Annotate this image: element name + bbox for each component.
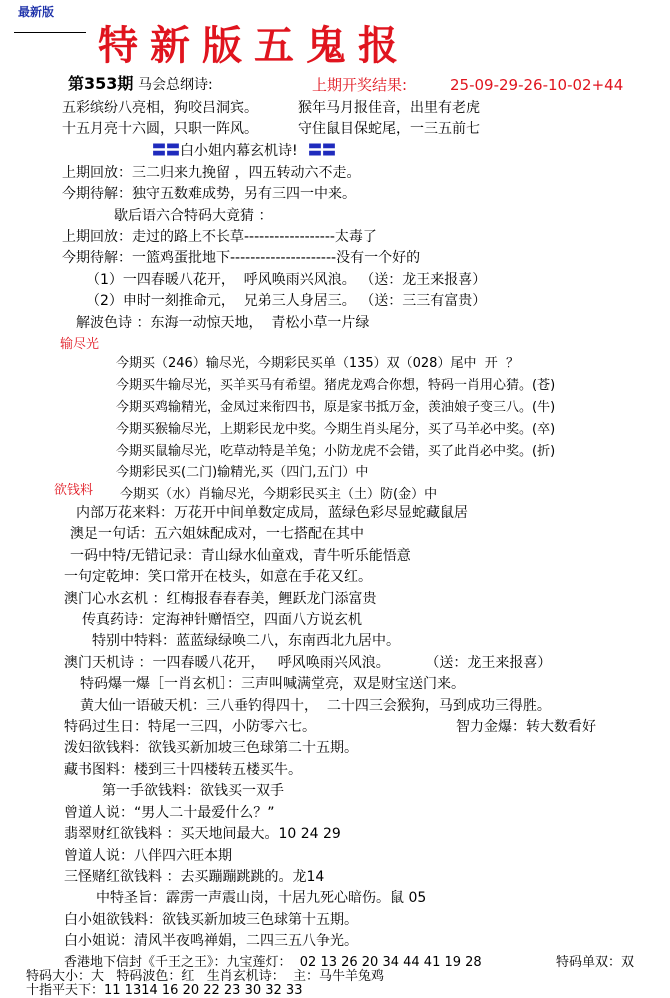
text-line: 特别中特料：蓝蓝绿绿唤二八，东南西北九居中。 (92, 633, 400, 649)
text-line: （1）一四春暖八花开， 呼风唤雨兴风浪。 （送：龙王来报喜） (86, 272, 487, 288)
text-line: 智力金爆：转大数看好 (456, 719, 596, 735)
banner-mark-icon: 〓〓 (152, 143, 180, 159)
text-line: 今期买鼠输尽光，吃草动特是羊兔；小防龙虎不会错，买了此肖必中奖。(折) (116, 444, 556, 459)
text-line: 澳门天机诗 ：一四春暖八花开， 呼风唤雨兴风浪。 （送：龙王来报喜） (64, 655, 552, 671)
text-line: 黄大仙一语破天机：三八垂钓得四十， 二十四三会猴狗，马到成功三得胜。 (80, 698, 551, 714)
text-line: 特码爆一爆［一肖玄机］：三声叫喊满堂亮，双是财宝送门来。 (80, 676, 465, 692)
page-title: 特新版五鬼报 (98, 22, 410, 69)
text-line: 上期回放：三二归来九挽留 ，四五转动六不走。 (62, 165, 361, 181)
text-line: 今期彩民买(二门)输精光,买（四门,五门）中 (116, 465, 369, 480)
text-line: 今期买（246）输尽光，今期彩民买单（135）双（028）尾中 开 ？ (116, 356, 519, 371)
text-line: 藏书图料：楼到三十四楼转五楼买牛。 (64, 762, 302, 778)
text-line: 澳门心水玄机 ：红梅报春春春美，鲤跃龙门添富贵 (64, 591, 377, 607)
text-line: 第一手欲钱料：欲钱买一双手 (102, 783, 284, 799)
corner-label: 最新版 (18, 5, 55, 19)
text-line: 澳足一句话：五六姐妹配成对，一七搭配在其中 (70, 526, 364, 542)
poem-line: 五彩缤纷八亮相，狗咬吕洞宾。 (62, 100, 258, 116)
text-line: 曾道人说：“男人二十最爱什么？” (64, 805, 275, 821)
text-line: 十指平天下：11 1314 16 20 22 23 30 32 33 (26, 983, 303, 998)
text-line: 一码中特/无错记录：青山绿水仙童戏，青牛听乐能悟意 (70, 548, 411, 564)
banner-mark-icon: 〓〓 (308, 143, 336, 159)
text-line: （2）申时一刻推命元， 兄弟三人身居三。 （送：三三有富贵） (86, 293, 487, 309)
text-line: 白小姐欲钱料：欲钱买新加坡三色球第十五期。 (64, 912, 358, 928)
text-line: 今期买鸡输精光，金凤过来衔四书，原是家书抵万金，羡油娘子变三八。(牛) (116, 400, 556, 415)
section-label: 欲钱料 (54, 483, 94, 498)
text-line: 内部万花来料：万花开中间单数定成局，蓝绿色彩尽显蛇藏鼠居 (76, 505, 468, 521)
text-line: 香港地下信封《千王之王》：九宝莲灯： 02 13 26 20 34 44 41 19 28 (64, 955, 482, 970)
text-line: 解波色诗 ：东海一动惊天地， 青松小草一片绿 (76, 315, 370, 331)
text-line: 上期回放：走过的路上不长草------------------太毒了 (62, 229, 377, 245)
text-line: 三怪赌红欲钱料 ：去买蹦蹦跳跳的。龙14 (64, 869, 325, 885)
last-result-label: 上期开奖结果: (312, 76, 408, 94)
text-line: 特码大小：大 特码波色：红 生肖玄机诗： 主：马牛羊兔鸡 (26, 969, 385, 984)
poem-line: 猴年马月报佳音，出里有老虎 (298, 100, 480, 116)
poem-line: 守住鼠目保蛇尾，一三五前七 (298, 121, 480, 137)
banner-text: 白小姐内幕玄机诗! (180, 143, 298, 159)
last-result-value: 25-09-29-26-10-02+44 (450, 76, 624, 94)
text-line: 传真药诗：定海神针赠悟空，四面八方说玄机 (82, 612, 362, 628)
divider (14, 32, 86, 33)
text-line: 中特圣旨：霹雳一声震山岗，十居九死心暗伤。鼠 05 (96, 890, 427, 906)
text-line: 今期待解：独守五数难成势，另有三四一中来。 (62, 186, 356, 202)
section-label: 输尽光 (60, 337, 100, 352)
issue-number: 第353期 (68, 74, 134, 93)
text-line: 白小姐说：清风半夜鸣禅娟，二四三五八争光。 (64, 933, 358, 949)
text-line: 今期买（水）肖输尽光，今期彩民买主（土）防(金）中 (120, 487, 438, 502)
poem-title: 马会总纲诗: (138, 77, 213, 93)
text-line: 特码过生日：特尾一三四，小防零六七。 (64, 719, 316, 735)
text-line: 翡翠财红欲钱料 ：买天地间最大。10 24 29 (64, 826, 341, 842)
text-line: 泼妇欲钱料：欲钱买新加坡三色球第二十五期。 (64, 740, 358, 756)
text-line: 今期待解：一篮鸡蛋批地下---------------------没有一个好的 (62, 250, 421, 266)
text-line: 曾道人说：八伴四六旺本期 (64, 848, 232, 864)
text-line: 今期买牛输尽光，买羊买马有希望。猪虎龙鸡合你想，特码一肖用心猜。(苍) (116, 378, 556, 393)
text-line: 歇后语六合特码大竟猜 ： (114, 208, 273, 224)
text-line: 特码单双：双 (556, 955, 635, 970)
text-line: 一句定乾坤：笑口常开在枝头，如意在手花又红。 (64, 569, 372, 585)
poem-line: 十五月亮十六圆，只职一阵风。 (62, 121, 258, 137)
text-line: 今期买猴输尽光，上期彩民龙中奖。今期生肖头尾分，买了马羊必中奖。(卒) (116, 422, 556, 437)
